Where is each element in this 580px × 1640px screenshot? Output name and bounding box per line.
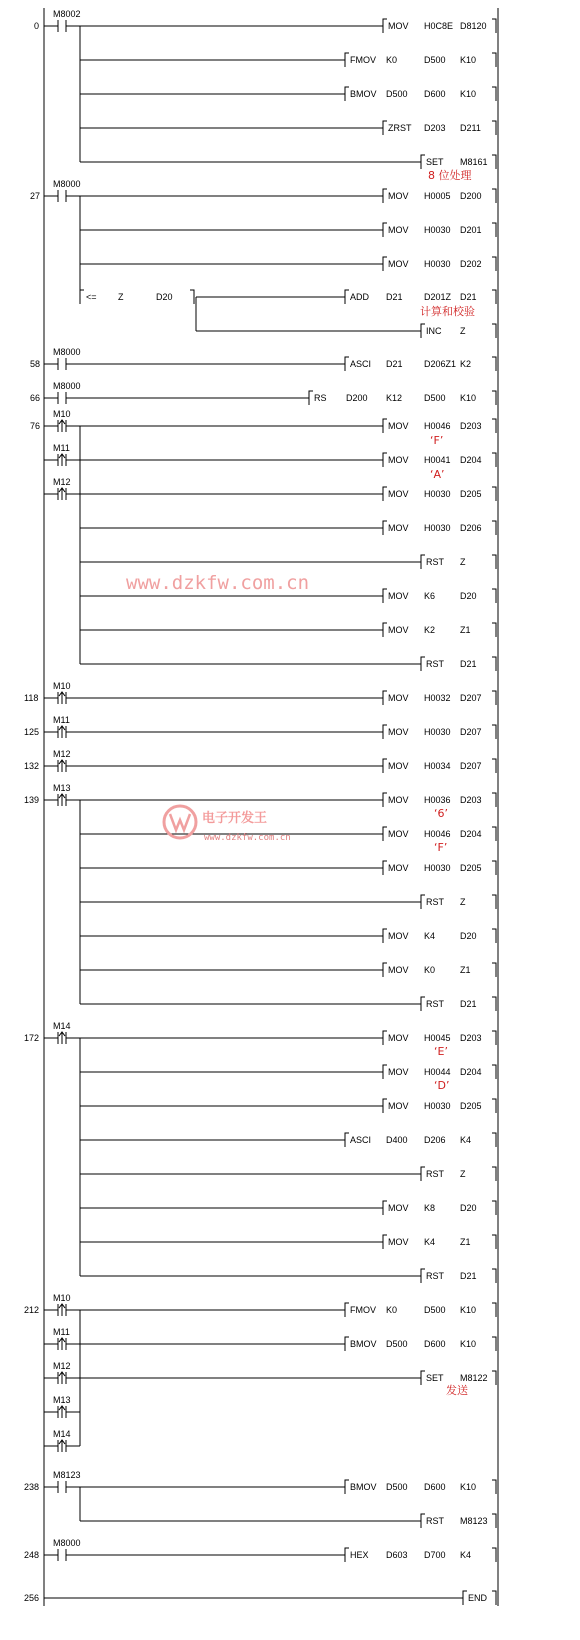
instr-bracket-open: [383, 793, 387, 807]
instruction-mnemonic: MOV: [388, 625, 409, 635]
instr-bracket-open: [383, 121, 387, 135]
instr-bracket-close: [492, 121, 496, 135]
instruction-mnemonic: ZRST: [388, 123, 412, 133]
instr-bracket-close: [492, 1269, 496, 1283]
instruction-operand: Z: [460, 1169, 466, 1179]
contact-m13: [53, 1395, 71, 1418]
instruction-operand: D207: [460, 693, 482, 703]
step-number: 132: [24, 761, 40, 771]
instruction-operand: D206Z1: [424, 359, 457, 369]
instruction-operand: K12: [386, 393, 403, 403]
instruction-operand: D700: [424, 1550, 446, 1560]
step-number: 238: [24, 1482, 40, 1492]
contact-label: M10: [53, 1293, 71, 1303]
instruction-operand: H0045: [424, 1033, 451, 1043]
instruction-operand: Z: [460, 557, 466, 567]
instruction-mnemonic: MOV: [388, 21, 409, 31]
compare-operand: Z: [118, 292, 124, 302]
instr-bracket-open: [383, 19, 387, 33]
instr-bracket-close: [492, 223, 496, 237]
instr-bracket-close: [492, 759, 496, 773]
instr-bracket-close: [492, 419, 496, 433]
instruction-operand: H0030: [424, 259, 451, 269]
instr-bracket-open: [345, 1480, 349, 1494]
instr-bracket-close: [492, 1337, 496, 1351]
instr-bracket-open: [345, 1337, 349, 1351]
instr-bracket-close: [492, 19, 496, 33]
instruction-operand: M8161: [460, 157, 488, 167]
instruction-mnemonic: MOV: [388, 1101, 409, 1111]
comment: 发送: [446, 1384, 468, 1397]
instruction-mnemonic: MOV: [388, 1033, 409, 1043]
instruction-mnemonic: MOV: [388, 591, 409, 601]
contact-label: M8000: [53, 179, 81, 189]
instruction-operand: Z: [460, 326, 466, 336]
instruction-operand: D600: [424, 1339, 446, 1349]
contact-m11: [53, 715, 70, 738]
comment: 8 位处理: [428, 169, 472, 182]
instruction-operand: K4: [424, 1237, 436, 1247]
instruction-mnemonic: MOV: [388, 727, 409, 737]
instr-bracket-close: [492, 1548, 496, 1562]
contact-label: M11: [53, 1327, 70, 1337]
instr-bracket-close: [492, 725, 496, 739]
instruction-mnemonic: MOV: [388, 1067, 409, 1077]
instruction-mnemonic: END: [468, 1593, 488, 1603]
watermark-logo-icon: [164, 806, 196, 838]
instruction-operand: D20: [460, 931, 477, 941]
contact-m12: [53, 749, 71, 772]
instruction-mnemonic: MOV: [388, 421, 409, 431]
step-number: 76: [30, 421, 41, 431]
instr-bracket-open: [383, 725, 387, 739]
contact-label: M11: [53, 443, 70, 453]
contact-label: M8002: [53, 9, 81, 19]
instruction-operand: K10: [460, 55, 477, 65]
instr-bracket-close: [492, 87, 496, 101]
instruction-mnemonic: INC: [426, 326, 442, 336]
instruction-mnemonic: MOV: [388, 863, 409, 873]
instr-bracket-open: [421, 1167, 425, 1181]
instruction-operand: K6: [424, 591, 436, 601]
instr-bracket-close: [492, 487, 496, 501]
step-number: 118: [24, 693, 39, 703]
instruction-operand: H0034: [424, 761, 451, 771]
instr-bracket-open: [421, 997, 425, 1011]
instruction-operand: D204: [460, 455, 482, 465]
contact-m13: [53, 783, 71, 806]
contact-label: M8000: [53, 347, 81, 357]
compare-bracket-close: [190, 290, 194, 304]
instruction-mnemonic: RST: [426, 1516, 444, 1526]
instruction-operand: D201Z: [424, 292, 452, 302]
watermark-url: www.dzkfw.com.cn: [126, 572, 310, 594]
instruction-mnemonic: ADD: [350, 292, 370, 302]
contact-label: M13: [53, 1395, 71, 1405]
instr-bracket-open: [463, 1591, 467, 1605]
comment: ‘D’: [434, 1079, 450, 1092]
instruction-mnemonic: RST: [426, 999, 444, 1009]
instr-bracket-open: [383, 589, 387, 603]
instr-bracket-close: [492, 623, 496, 637]
instr-bracket-open: [383, 257, 387, 271]
contact-m10: [53, 681, 71, 704]
instr-bracket-close: [492, 1480, 496, 1494]
instruction-operand: H0032: [424, 693, 451, 703]
instruction-mnemonic: MOV: [388, 1203, 409, 1213]
instruction-operand: D20: [460, 1203, 477, 1213]
instruction-mnemonic: BMOV: [350, 89, 377, 99]
contact-label: M12: [53, 1361, 71, 1371]
instruction-operand: D500: [386, 1482, 408, 1492]
instruction-operand: D21: [386, 359, 403, 369]
contact-label: M10: [53, 409, 71, 419]
instruction-mnemonic: MOV: [388, 965, 409, 975]
instr-bracket-open: [421, 555, 425, 569]
instr-bracket-open: [421, 1269, 425, 1283]
instruction-mnemonic: ASCI: [350, 359, 372, 369]
instruction-mnemonic: SET: [426, 157, 444, 167]
instr-bracket-close: [492, 929, 496, 943]
step-number: 66: [30, 393, 41, 403]
instr-bracket-close: [492, 521, 496, 535]
contact-m14: [53, 1429, 71, 1452]
instr-bracket-open: [383, 691, 387, 705]
instr-bracket-open: [383, 521, 387, 535]
instr-bracket-open: [383, 487, 387, 501]
instr-bracket-open: [383, 963, 387, 977]
instr-bracket-close: [492, 1591, 496, 1605]
instruction-mnemonic: MOV: [388, 523, 409, 533]
instr-bracket-close: [492, 1031, 496, 1045]
instruction-operand: D206: [460, 523, 482, 533]
instruction-operand: H0046: [424, 829, 451, 839]
compare-bracket-open: [80, 290, 84, 304]
instruction-operand: M8123: [460, 1516, 488, 1526]
instr-bracket-open: [383, 453, 387, 467]
instruction-operand: D201: [460, 225, 482, 235]
instruction-mnemonic: RS: [314, 393, 327, 403]
comment: ‘A’: [430, 468, 445, 481]
instr-bracket-open: [421, 1514, 425, 1528]
instr-bracket-close: [492, 657, 496, 671]
instruction-mnemonic: BMOV: [350, 1339, 377, 1349]
instruction-operand: D500: [424, 1305, 446, 1315]
instr-bracket-open: [421, 324, 425, 338]
instr-bracket-open: [421, 657, 425, 671]
instruction-operand: D211: [460, 123, 481, 133]
instruction-operand: K8: [424, 1203, 436, 1213]
instruction-operand: Z1: [460, 1237, 471, 1247]
contact-label: M13: [53, 783, 71, 793]
instruction-operand: K0: [386, 55, 398, 65]
instruction-operand: K10: [460, 1305, 477, 1315]
instr-bracket-close: [492, 257, 496, 271]
instruction-mnemonic: RST: [426, 1169, 444, 1179]
instr-bracket-close: [492, 1235, 496, 1249]
instr-bracket-open: [383, 1099, 387, 1113]
instruction-mnemonic: BMOV: [350, 1482, 377, 1492]
step-number: 256: [24, 1593, 40, 1603]
contact-m8000: [53, 1538, 81, 1561]
contact-label: M8000: [53, 1538, 81, 1548]
instr-bracket-open: [383, 1201, 387, 1215]
instruction-operand: D8120: [460, 21, 487, 31]
instruction-operand: D203: [460, 1033, 482, 1043]
instruction-operand: D603: [386, 1550, 408, 1560]
instr-bracket-open: [345, 1303, 349, 1317]
instruction-operand: K10: [460, 393, 477, 403]
compare-op: <=: [86, 292, 97, 302]
instr-bracket-close: [492, 155, 496, 169]
instruction-operand: D500: [424, 393, 446, 403]
instruction-operand: K4: [424, 931, 436, 941]
contact-m10: [53, 409, 71, 432]
instruction-operand: D500: [386, 89, 408, 99]
instr-bracket-close: [492, 453, 496, 467]
instruction-operand: D400: [386, 1135, 408, 1145]
instr-bracket-open: [421, 155, 425, 169]
contact-label: M11: [53, 715, 70, 725]
step-number: 212: [24, 1305, 40, 1315]
step-number: 27: [30, 191, 41, 201]
contact-label: M12: [53, 477, 71, 487]
instruction-mnemonic: MOV: [388, 795, 409, 805]
instruction-operand: D205: [460, 1101, 482, 1111]
instruction-operand: H0030: [424, 1101, 451, 1111]
instr-bracket-close: [492, 1167, 496, 1181]
instruction-operand: D204: [460, 1067, 482, 1077]
instruction-operand: D203: [424, 123, 446, 133]
instruction-operand: D207: [460, 727, 482, 737]
instruction-operand: Z1: [460, 965, 471, 975]
instruction-mnemonic: MOV: [388, 761, 409, 771]
instruction-operand: D202: [460, 259, 482, 269]
instr-bracket-close: [492, 691, 496, 705]
instruction-operand: K2: [460, 359, 472, 369]
instr-bracket-close: [492, 555, 496, 569]
instruction-operand: Z: [460, 897, 466, 907]
instr-bracket-close: [492, 827, 496, 841]
instr-bracket-close: [492, 1371, 496, 1385]
instr-bracket-close: [492, 53, 496, 67]
instruction-mnemonic: RST: [426, 557, 444, 567]
step-number: 58: [30, 359, 41, 369]
instruction-operand: D205: [460, 489, 482, 499]
instr-bracket-open: [345, 87, 349, 101]
instr-bracket-close: [492, 1514, 496, 1528]
instr-bracket-open: [421, 1371, 425, 1385]
instr-bracket-open: [383, 929, 387, 943]
contact-m8002: [53, 9, 81, 32]
instr-bracket-open: [383, 419, 387, 433]
instr-bracket-close: [492, 1065, 496, 1079]
contact-label: M14: [53, 1429, 71, 1439]
instr-bracket-open: [383, 759, 387, 773]
instr-bracket-close: [492, 391, 496, 405]
compare-operand: D20: [156, 292, 173, 302]
instr-bracket-close: [492, 895, 496, 909]
step-number: 139: [24, 795, 40, 805]
instruction-operand: D200: [460, 191, 482, 201]
instr-bracket-open: [345, 1133, 349, 1147]
instr-bracket-close: [492, 290, 496, 304]
instruction-operand: H0046: [424, 421, 451, 431]
instruction-operand: H0030: [424, 489, 451, 499]
instr-bracket-close: [492, 189, 496, 203]
instr-bracket-open: [383, 1235, 387, 1249]
instruction-operand: D203: [460, 421, 482, 431]
instr-bracket-close: [492, 997, 496, 1011]
instruction-operand: D205: [460, 863, 482, 873]
instruction-operand: H0044: [424, 1067, 451, 1077]
instruction-mnemonic: RST: [426, 1271, 444, 1281]
instr-bracket-close: [492, 1133, 496, 1147]
instr-bracket-open: [383, 1031, 387, 1045]
instruction-operand: H0030: [424, 523, 451, 533]
instruction-operand: D500: [386, 1339, 408, 1349]
instruction-operand: M8122: [460, 1373, 488, 1383]
instruction-operand: D21: [460, 1271, 477, 1281]
instruction-operand: D20: [460, 591, 477, 601]
watermark-brand: 电子开发王: [202, 811, 268, 826]
instruction-operand: H0030: [424, 225, 451, 235]
instruction-operand: K2: [424, 625, 436, 635]
step-number: 0: [34, 21, 40, 31]
contact-label: M12: [53, 749, 71, 759]
instruction-mnemonic: MOV: [388, 225, 409, 235]
contact-m14: [53, 1021, 71, 1044]
instruction-operand: D600: [424, 89, 446, 99]
instr-bracket-open: [309, 391, 313, 405]
instruction-operand: H0030: [424, 727, 451, 737]
instruction-mnemonic: MOV: [388, 489, 409, 499]
instruction-operand: D21: [460, 999, 477, 1009]
instruction-operand: H0041: [424, 455, 451, 465]
instruction-mnemonic: RST: [426, 659, 444, 669]
step-number: 248: [24, 1550, 40, 1560]
instruction-operand: K4: [460, 1550, 472, 1560]
instruction-operand: H0005: [424, 191, 451, 201]
instruction-mnemonic: MOV: [388, 829, 409, 839]
instruction-mnemonic: MOV: [388, 1237, 409, 1247]
contact-m8000: [53, 179, 81, 202]
contact-m8000: [53, 347, 81, 370]
instr-bracket-close: [492, 1303, 496, 1317]
instr-bracket-close: [492, 1099, 496, 1113]
instruction-mnemonic: SET: [426, 1373, 444, 1383]
instr-bracket-open: [383, 861, 387, 875]
instruction-mnemonic: MOV: [388, 455, 409, 465]
logo-w: [170, 814, 190, 830]
instr-bracket-close: [492, 1201, 496, 1215]
instruction-operand: D600: [424, 1482, 446, 1492]
contact-label: M8123: [53, 1470, 81, 1480]
instr-bracket-open: [345, 290, 349, 304]
instruction-operand: D207: [460, 761, 482, 771]
instruction-mnemonic: RST: [426, 897, 444, 907]
instr-bracket-close: [492, 324, 496, 338]
step-number: 172: [24, 1033, 40, 1043]
instruction-operand: K10: [460, 1482, 477, 1492]
contact-label: M14: [53, 1021, 71, 1031]
instruction-mnemonic: FMOV: [350, 1305, 376, 1315]
contact-m10: [53, 1293, 71, 1316]
contact-m8000: [53, 381, 81, 404]
contact-label: M8000: [53, 381, 81, 391]
instruction-operand: D21: [460, 659, 477, 669]
instruction-operand: D21: [386, 292, 403, 302]
contact-label: M10: [53, 681, 71, 691]
comment: ‘6’: [434, 807, 448, 820]
contact-m12: [53, 1361, 71, 1384]
instruction-mnemonic: MOV: [388, 259, 409, 269]
instruction-operand: K0: [424, 965, 436, 975]
instruction-operand: H0030: [424, 863, 451, 873]
instr-bracket-open: [383, 189, 387, 203]
step-number: 125: [24, 727, 40, 737]
instruction-operand: D204: [460, 829, 482, 839]
instruction-operand: D200: [346, 393, 368, 403]
watermark-url-small: www.dzkfw.com.cn: [204, 833, 291, 843]
comment: ‘F’: [434, 841, 448, 854]
instruction-operand: D206: [424, 1135, 446, 1145]
instr-bracket-close: [492, 963, 496, 977]
instr-bracket-open: [383, 623, 387, 637]
instruction-mnemonic: MOV: [388, 693, 409, 703]
comment: 计算和校验: [420, 305, 475, 318]
instr-bracket-open: [421, 895, 425, 909]
instruction-operand: D500: [424, 55, 446, 65]
comment: ‘E’: [434, 1045, 448, 1058]
instr-bracket-open: [383, 223, 387, 237]
instruction-operand: D203: [460, 795, 482, 805]
instr-bracket-close: [492, 861, 496, 875]
instruction-mnemonic: FMOV: [350, 55, 376, 65]
instr-bracket-open: [383, 827, 387, 841]
instr-bracket-open: [345, 1548, 349, 1562]
instruction-operand: H0C8E: [424, 21, 454, 31]
instr-bracket-close: [492, 357, 496, 371]
instruction-operand: H0036: [424, 795, 451, 805]
contact-m12: [53, 477, 71, 500]
instr-bracket-open: [345, 53, 349, 67]
instruction-operand: K10: [460, 1339, 477, 1349]
instruction-mnemonic: MOV: [388, 191, 409, 201]
instruction-operand: K4: [460, 1135, 472, 1145]
instr-bracket-close: [492, 589, 496, 603]
instruction-operand: D21: [460, 292, 477, 302]
instruction-mnemonic: HEX: [350, 1550, 369, 1560]
instr-bracket-close: [492, 793, 496, 807]
contact-m11: [53, 1327, 70, 1350]
instr-bracket-open: [345, 357, 349, 371]
contact-m11: [53, 443, 70, 466]
instruction-operand: Z1: [460, 625, 471, 635]
comment: ‘F’: [430, 434, 444, 447]
instruction-mnemonic: ASCI: [350, 1135, 372, 1145]
instruction-operand: K10: [460, 89, 477, 99]
instruction-operand: K0: [386, 1305, 398, 1315]
contact-m8123: [53, 1470, 81, 1493]
instruction-mnemonic: MOV: [388, 931, 409, 941]
instr-bracket-open: [383, 1065, 387, 1079]
